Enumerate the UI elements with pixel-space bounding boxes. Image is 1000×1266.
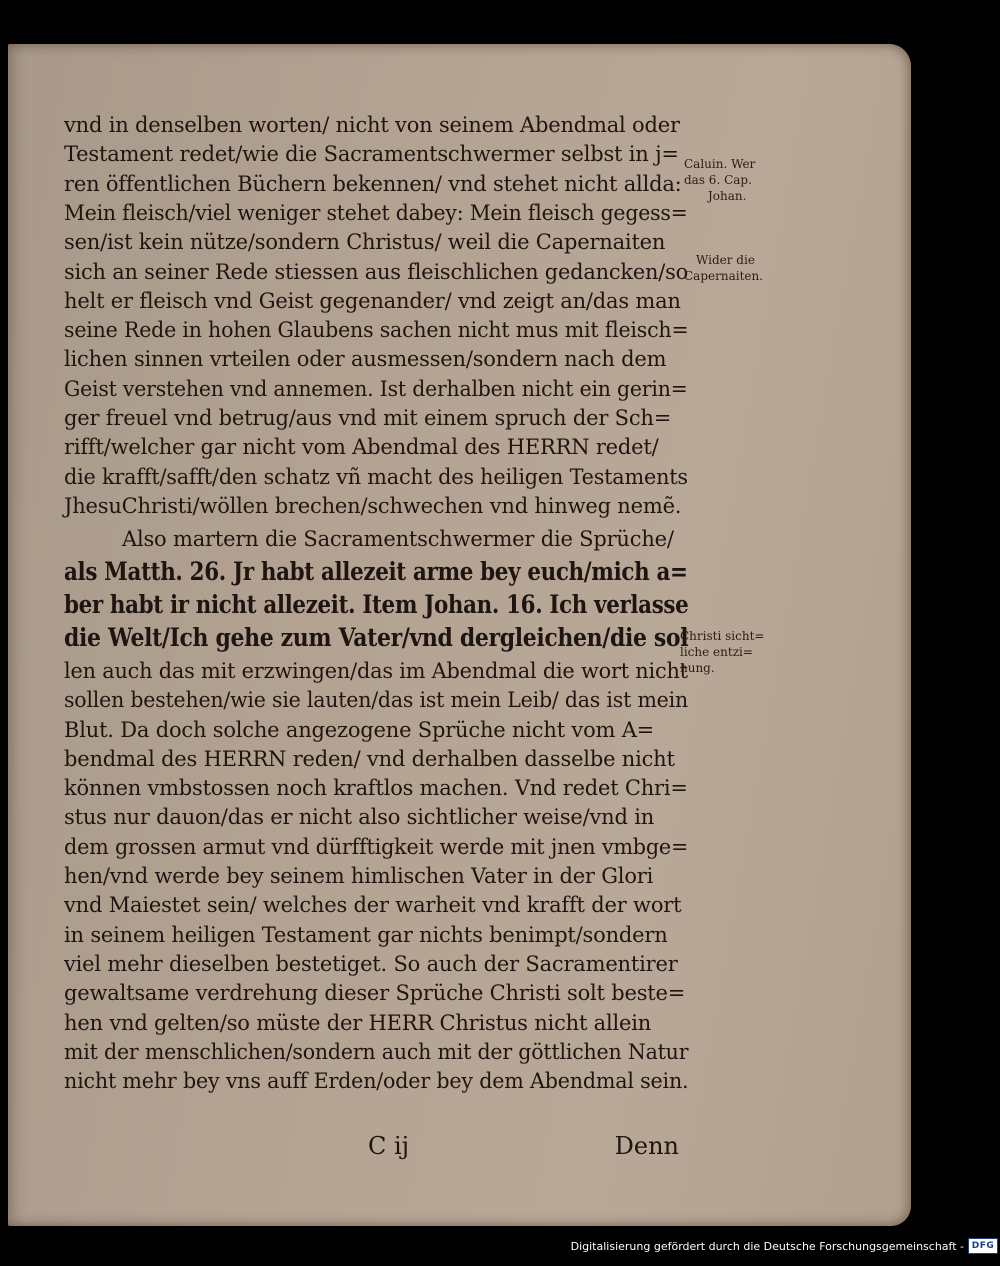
- text-line: nicht mehr bey vns auff Erden/oder bey dem Abendmal sein.: [64, 1069, 689, 1094]
- text-line: die Welt/Ich gehe zum Vater/vnd dergleichen/die sol: [64, 622, 689, 652]
- text-line: hen/vnd werde bey seinem himlischen Vater in der Glori: [64, 864, 654, 888]
- text-line: Blut. Da doch solche angezogene Sprüche nicht vom A=: [64, 717, 655, 742]
- book-page: [8, 44, 911, 1226]
- text-line: seine Rede in hohen Glaubens sachen nicht mus mit fleisch=: [64, 318, 689, 343]
- text-line: vnd in denselben worten/ nicht von seinem Abendmal oder: [64, 113, 680, 137]
- text-line: gewaltsame verdrehung dieser Sprüche Christi solt beste=: [64, 981, 686, 1006]
- text-line: stus nur dauon/das er nicht also sichtlicher weise/vnd in: [64, 805, 655, 830]
- text-line: viel mehr dieselben bestetiget. So auch der Sacramentirer: [64, 951, 678, 976]
- text-line: helt er fleisch vnd Geist gegenander/ vnd zeigt an/das man: [64, 288, 681, 313]
- text-line: rifft/welcher gar nicht vom Abendmal des HERRN redet/: [64, 435, 659, 460]
- margin-note-capernaiten: Wider die Capernaiten.: [684, 253, 764, 283]
- margin-note-calvin: Caluin. Wer das 6. Cap. Johan.: [684, 157, 756, 203]
- text-line: Testament redet/wie die Sacramentschwermer selbst in j=: [64, 142, 679, 167]
- text-line: lichen sinnen vrteilen oder ausmessen/sondern nach dem: [64, 347, 667, 372]
- text-line: dem grossen armut vnd dürfftigkeit werde mit jnen vmbge=: [64, 834, 689, 859]
- text-line: ber habt ir nicht allezeit. Item Johan. 16. Ich verlasse: [64, 589, 689, 619]
- text-line: vnd Maiestet sein/ welches der warheit vnd krafft der wort: [64, 893, 682, 918]
- margin-note-christi: Christi sicht= liche entzi= hung.: [680, 629, 765, 675]
- text-line: hen vnd gelten/so müste der HERR Christus nicht allein: [64, 1010, 652, 1035]
- text-line: bendmal des HERRN reden/ vnd derhalben dasselbe nicht: [64, 746, 675, 771]
- text-line: JhesuChristi/wöllen brechen/schwechen vnd hinweg nemẽ.: [64, 493, 682, 518]
- text-line: sen/ist kein nütze/sondern Christus/ weil die Capernaiten: [64, 230, 666, 255]
- text-line: mit der menschlichen/sondern auch mit der göttlichen Natur: [64, 1039, 689, 1064]
- signature-mark: C ij: [368, 1132, 410, 1160]
- text-line: Also martern die Sacramentschwermer die Sprüche/: [122, 526, 674, 551]
- text-line: Geist verstehen vnd annemen. Ist derhalben nicht ein gerin=: [64, 376, 688, 401]
- text-line: ren öffentlichen Büchern bekennen/ vnd stehet nicht allda:: [64, 171, 682, 196]
- credit-bar: [571, 1238, 1000, 1254]
- text-line: in seinem heiligen Testament gar nichts benimpt/sondern: [64, 922, 668, 947]
- credit-text: Digitalisierung gefördert durch die Deutsche Forschungsgemeinschaft -: [570, 1239, 964, 1253]
- text-line: die krafft/safft/den schatz vñ macht des heiligen Testaments: [64, 464, 688, 489]
- text-line: sollen bestehen/wie sie lauten/das ist mein Leib/ das ist mein: [64, 688, 688, 713]
- text-line: sich an seiner Rede stiessen aus fleischlichen gedancken/so: [64, 259, 688, 284]
- text-line: ger freuel vnd betrug/aus vnd mit einem spruch der Sch=: [64, 406, 672, 430]
- text-line: als Matth. 26. Jr habt allezeit arme bey euch/mich a=: [64, 556, 688, 586]
- text-line: Mein fleisch/viel weniger stehet dabey: Mein fleisch gegess=: [64, 200, 688, 225]
- catchword: Denn: [614, 1132, 679, 1160]
- text-line: len auch das mit erzwingen/das im Abendmal die wort nicht: [64, 658, 688, 683]
- dfg-logo-icon: DFG: [968, 1238, 998, 1254]
- text-line: können vmbstossen noch kraftlos machen. Vnd redet Chri=: [64, 776, 688, 801]
